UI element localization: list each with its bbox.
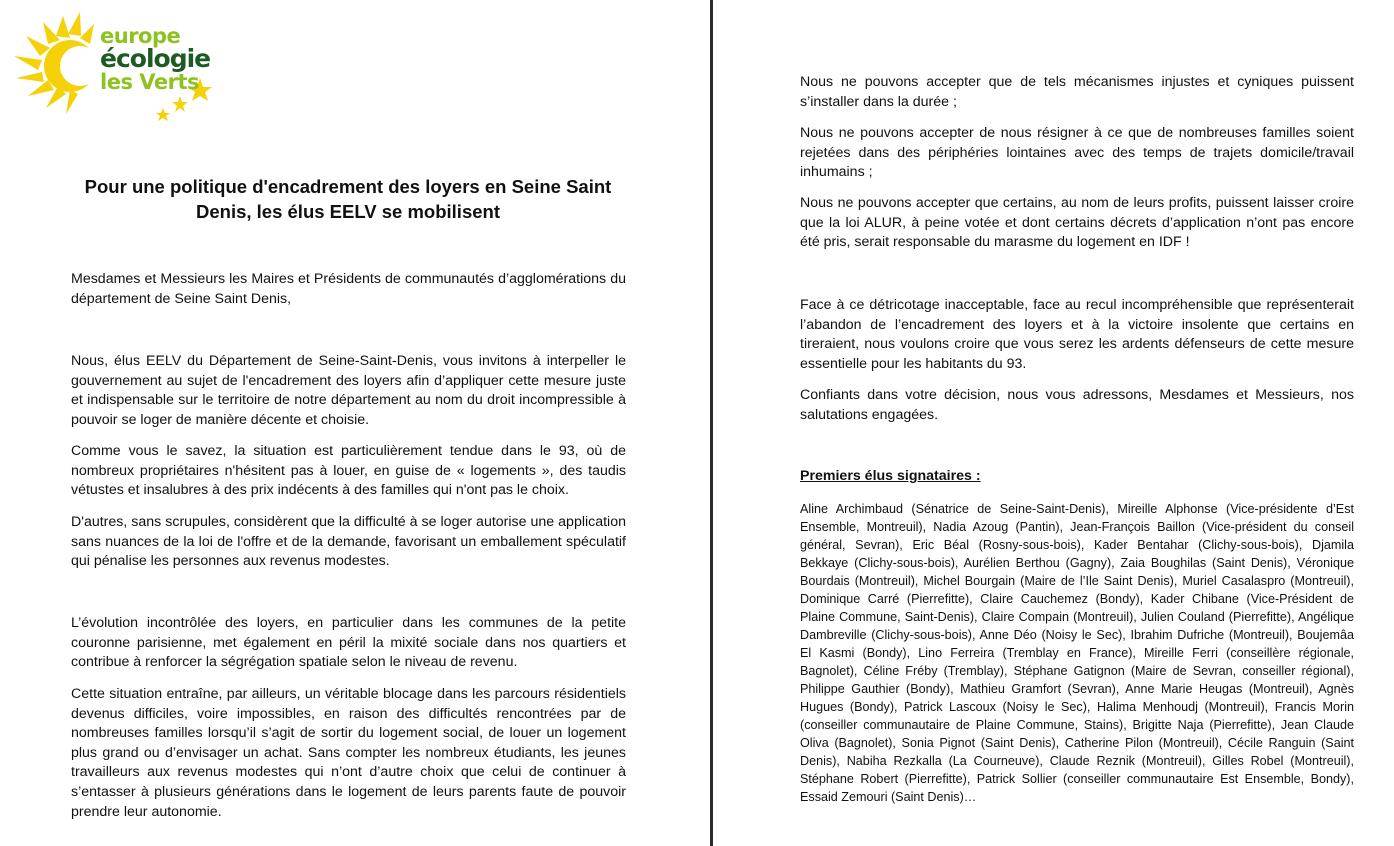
page-divider [710,0,713,846]
salutation-paragraph: Mesdames et Messieurs les Maires et Présidents de communautés d’agglomérations du département de Seine Saint Denis, [71,271,626,307]
body-paragraph: Cette situation entraîne, par ailleurs, un véritable blocage dans les parcours résidentiels devenus difficiles, voire impossibles, en raison des difficultés rencontrées par de nombreuses familles lorsqu’il s’agit de sortir du logement social, de louer un logement plus grand ou d’envisager un achat. Sans compter les nombreux étudiants, les jeunes travailleurs aux revenus modestes qui n’ont d’autre choix que celui de continuer à s’entasser à plusieurs générations dans le logement de leurs parents faute de pouvoir prendre leur autonomie. [71,686,626,820]
body-paragraph: Nous ne pouvons accepter de nous résigner à ce que de nombreuses familles soient rejetées dans des périphéries lointaines avec des temps de trajets domicile/travail inhumains ; [800,125,1354,181]
closing-paragraph: Confiants dans votre décision, nous vous adressons, Mesdames et Messieurs, nos salutations engagées. [800,387,1354,423]
body-paragraph: L’évolution incontrôlée des loyers, en particulier dans les communes de la petite couronne parisienne, met également en péril la mixité sociale dans nos quartiers et contribue à renforcer la ségrégation spatiale selon le niveau de revenu. [71,615,626,671]
logo-europe: europe [100,24,181,48]
logo-wordmark [100,26,210,93]
logo-les-verts: les Verts [100,70,199,94]
body-paragraph: D'autres, sans scrupules, considèrent que la difficulté à se loger autorise une application sans nuances de la loi de l'offre et de la demande, favorisant un emballement spéculatif qui pénalise les personnes aux revenus modestes. [71,514,626,570]
body-paragraph: Comme vous le savez, la situation est particulièrement tendue dans le 93, où de nombreux propriétaires n'hésitent pas à louer, en guise de « logements », des taudis vétustes et insalubres à des prix indécents à des familles qui n'ont pas le choix. [71,443,626,499]
logo-ecologie: écologie [100,44,211,73]
body-paragraph: Face à ce détricotage inacceptable, face au recul incompréhensible que représenterait l’abandon de l’encadrement des loyers et à la victoire insolente que certains en tireraient, nous voulons croire que vous serez les ardents défenseurs de cette mesure essentielle pour les habitants du 93. [800,297,1354,372]
body-paragraph: Nous ne pouvons accepter que certains, au nom de leurs profits, puissent laisser croire que la loi ALUR, à peine votée et dont certains décrets d’application n’ont pas encore été pris, serait responsable du marasme du logement en IDF ! [800,195,1354,251]
signatories-heading: Premiers élus signataires : [800,468,981,484]
signatories-list: Aline Archimbaud (Sénatrice de Seine-Saint-Denis), Mireille Alphonse (Vice-présidente d’Est Ensemble, Montreuil), Nadia Azoug (Pantin), Jean-François Baillon (Vice-président du conseil général, Sevran), Eric Béal (Rosny-sous-bois), Kader Bentahar (Clichy-sous-bois), Djamila Bekkaye (Clichy-sous-bois), Aurélien Berthou (Gagny), Zaia Boughilas (Saint Denis), Véronique Bourdais (Montreuil), Michel Bourgain (Maire de l’Ile Saint Denis), Muriel Casalaspro (Montreuil), Dominique Carré (Pierrefitte), Claire Cauchemez (Bondy), Kader Chibane (Vice-Président de Plaine Commune, Saint-Denis), Claire Compain (Montreuil), Julien Couland (Pierrefitte), Angélique Dambreville (Clichy-sous-bois), Anne Déo (Noisy le Sec), Ibrahim Dufriche (Montreuil), Boujemâa El Kasmi (Bondy), Lino Ferreira (Tremblay en France), Mireille Ferri (conseillère régionale, Bagnolet), Céline Fréby (Tremblay), Stéphane Gatignon (Maire de Sevran, conseiller régional), Philippe Gauthier (Bondy), Mathieu Gramfort (Sevran), Anne Marie Heugas (Montreuil), Agnès Hugues (Bondy), Patrick Lascoux (Noisy le Sec), Halima Menhoudj (Montreuil), Francis Morin (conseiller communautaire de Plaine Commune, Stains), Brigitte Naja (Pierrefitte), Jean Claude Oliva (Bagnolet), Sonia Pignot (Saint Denis), Catherine Pilon (Montreuil), Cécile Ranguin (Saint Denis), Nabiha Rezkalla (La Courneuve), Claude Reznik (Montreuil), Gilles Robel (Montreuil), Stéphane Robert (Pierrefitte), Patrick Sollier (conseiller communautaire Est Ensemble, Bondy), Essaid Zemouri (Saint Denis)… [800,502,1354,804]
eelv-logo [8,8,218,123]
body-paragraph: Nous, élus EELV du Département de Seine-Saint-Denis, vous invitons à interpeller le gouvernement au sujet de l'encadrement des loyers afin d’appliquer cette mesure juste et indispensable sur le territoire de notre département au nom du droit incompressible à pouvoir se loger de manière décente et choisie. [71,353,626,428]
body-paragraph: Nous ne pouvons accepter que de tels mécanismes injustes et cyniques puissent s’installer dans la durée ; [800,74,1354,110]
document-title: Pour une politique d'encadrement des loyers en Seine Saint Denis, les élus EELV se mobilisent [84,176,612,222]
